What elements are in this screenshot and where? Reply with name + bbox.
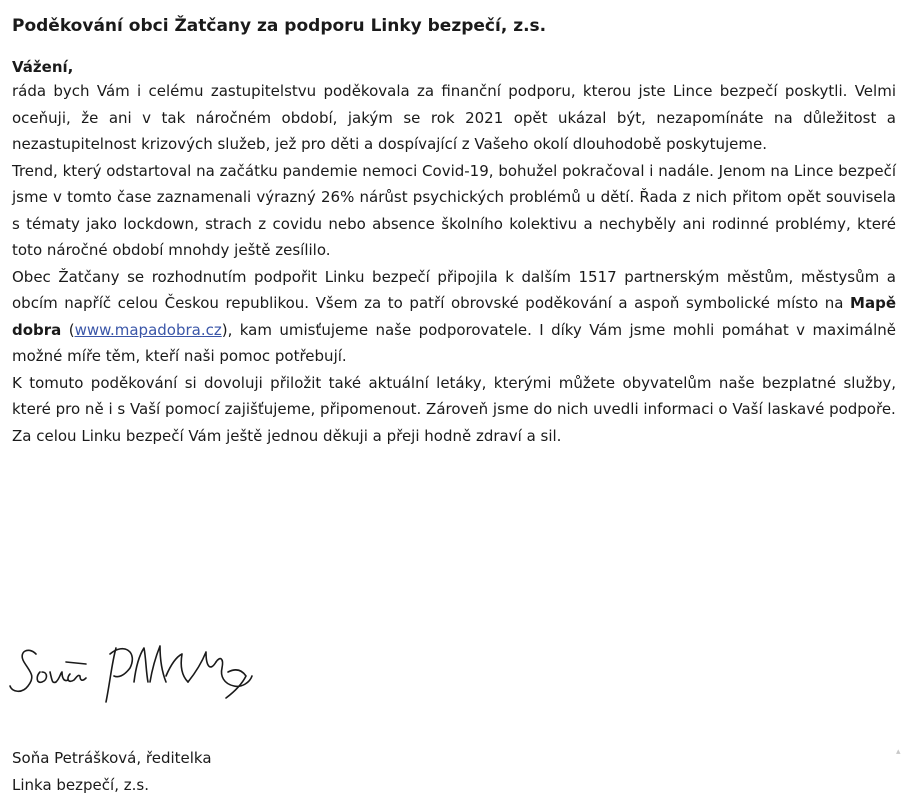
- mapadobra-link[interactable]: www.mapadobra.cz: [74, 320, 222, 339]
- paragraph-partners-text-1: Obec Žatčany se rozhodnutím podpořit Linku bezpečí připojila k dalším 1517 partnerským městům, městysům a obcím napříč celou Českou republikou. Všem za to patří obrovské poděkování a aspoň symbolické místo na: [12, 267, 896, 312]
- signatory-organization: Linka bezpečí, z.s.: [12, 776, 149, 794]
- paragraph-closing: Za celou Linku bezpečí Vám ještě jednou děkuji a přeji hodně zdraví a sil.: [12, 426, 562, 445]
- letter-body: [12, 14, 896, 449]
- letter-title: Poděkování obci Žatčany za podporu Linky bezpečí, z.s.: [12, 16, 547, 36]
- paragraph-thanks: ráda bych Vám i celému zastupitelstvu poděkovala za finanční podporu, kterou jste Lince bezpečí poskytli. Velmi oceňuji, že ani v tak náročném období, jakým se rok 2021 opět ukázal být, nezapomínáte na důležitost a nezastupitelnost krizových služeb, jež pro děti a dospívající z Vašeho okolí dlouhodobě poskytujeme.: [12, 82, 896, 153]
- map-of-good-label: Mapě dobra: [12, 294, 896, 339]
- salutation: Vážení,: [12, 58, 74, 76]
- handwritten-signature: [6, 632, 256, 712]
- paragraph-partners-text-2: (: [61, 320, 75, 339]
- signatory-block: [12, 745, 212, 799]
- paragraph-leaflets: K tomuto poděkování si dovoluji přiložit také aktuální letáky, kterými můžete obyvatelům naše bezplatné služby, které pro ně i s Vaší pomocí zajišťujeme, připomenout. Zároveň jsme do nich uvedli informaci o Vaší laskavé podpoře.: [12, 373, 896, 418]
- paragraph-partners-text-3: ), kam umisťujeme naše podporovatele. I díky Vám jsme mohli pomáhat v maximálně možné míře těm, kteří naši pomoc potřebují.: [12, 320, 896, 365]
- corner-mark-icon: ▴: [896, 747, 901, 757]
- signatory-name: Soňa Petrášková, ředitelka: [12, 749, 212, 767]
- paragraph-trend: Trend, který odstartoval na začátku pandemie nemoci Covid-19, bohužel pokračoval i nadále. Jenom na Lince bezpečí jsme v tomto čase zaznamenali výrazný 26% nárůst psychických problémů u dětí. Řada z nich přitom opět souvisela s tématy jako lockdown, strach z covidu nebo absence školního kolektivu a nechyběly ani rodinné problémy, které toto náročné období mnohdy ještě zesílilo.: [12, 161, 896, 259]
- paragraph-partners: [12, 264, 896, 370]
